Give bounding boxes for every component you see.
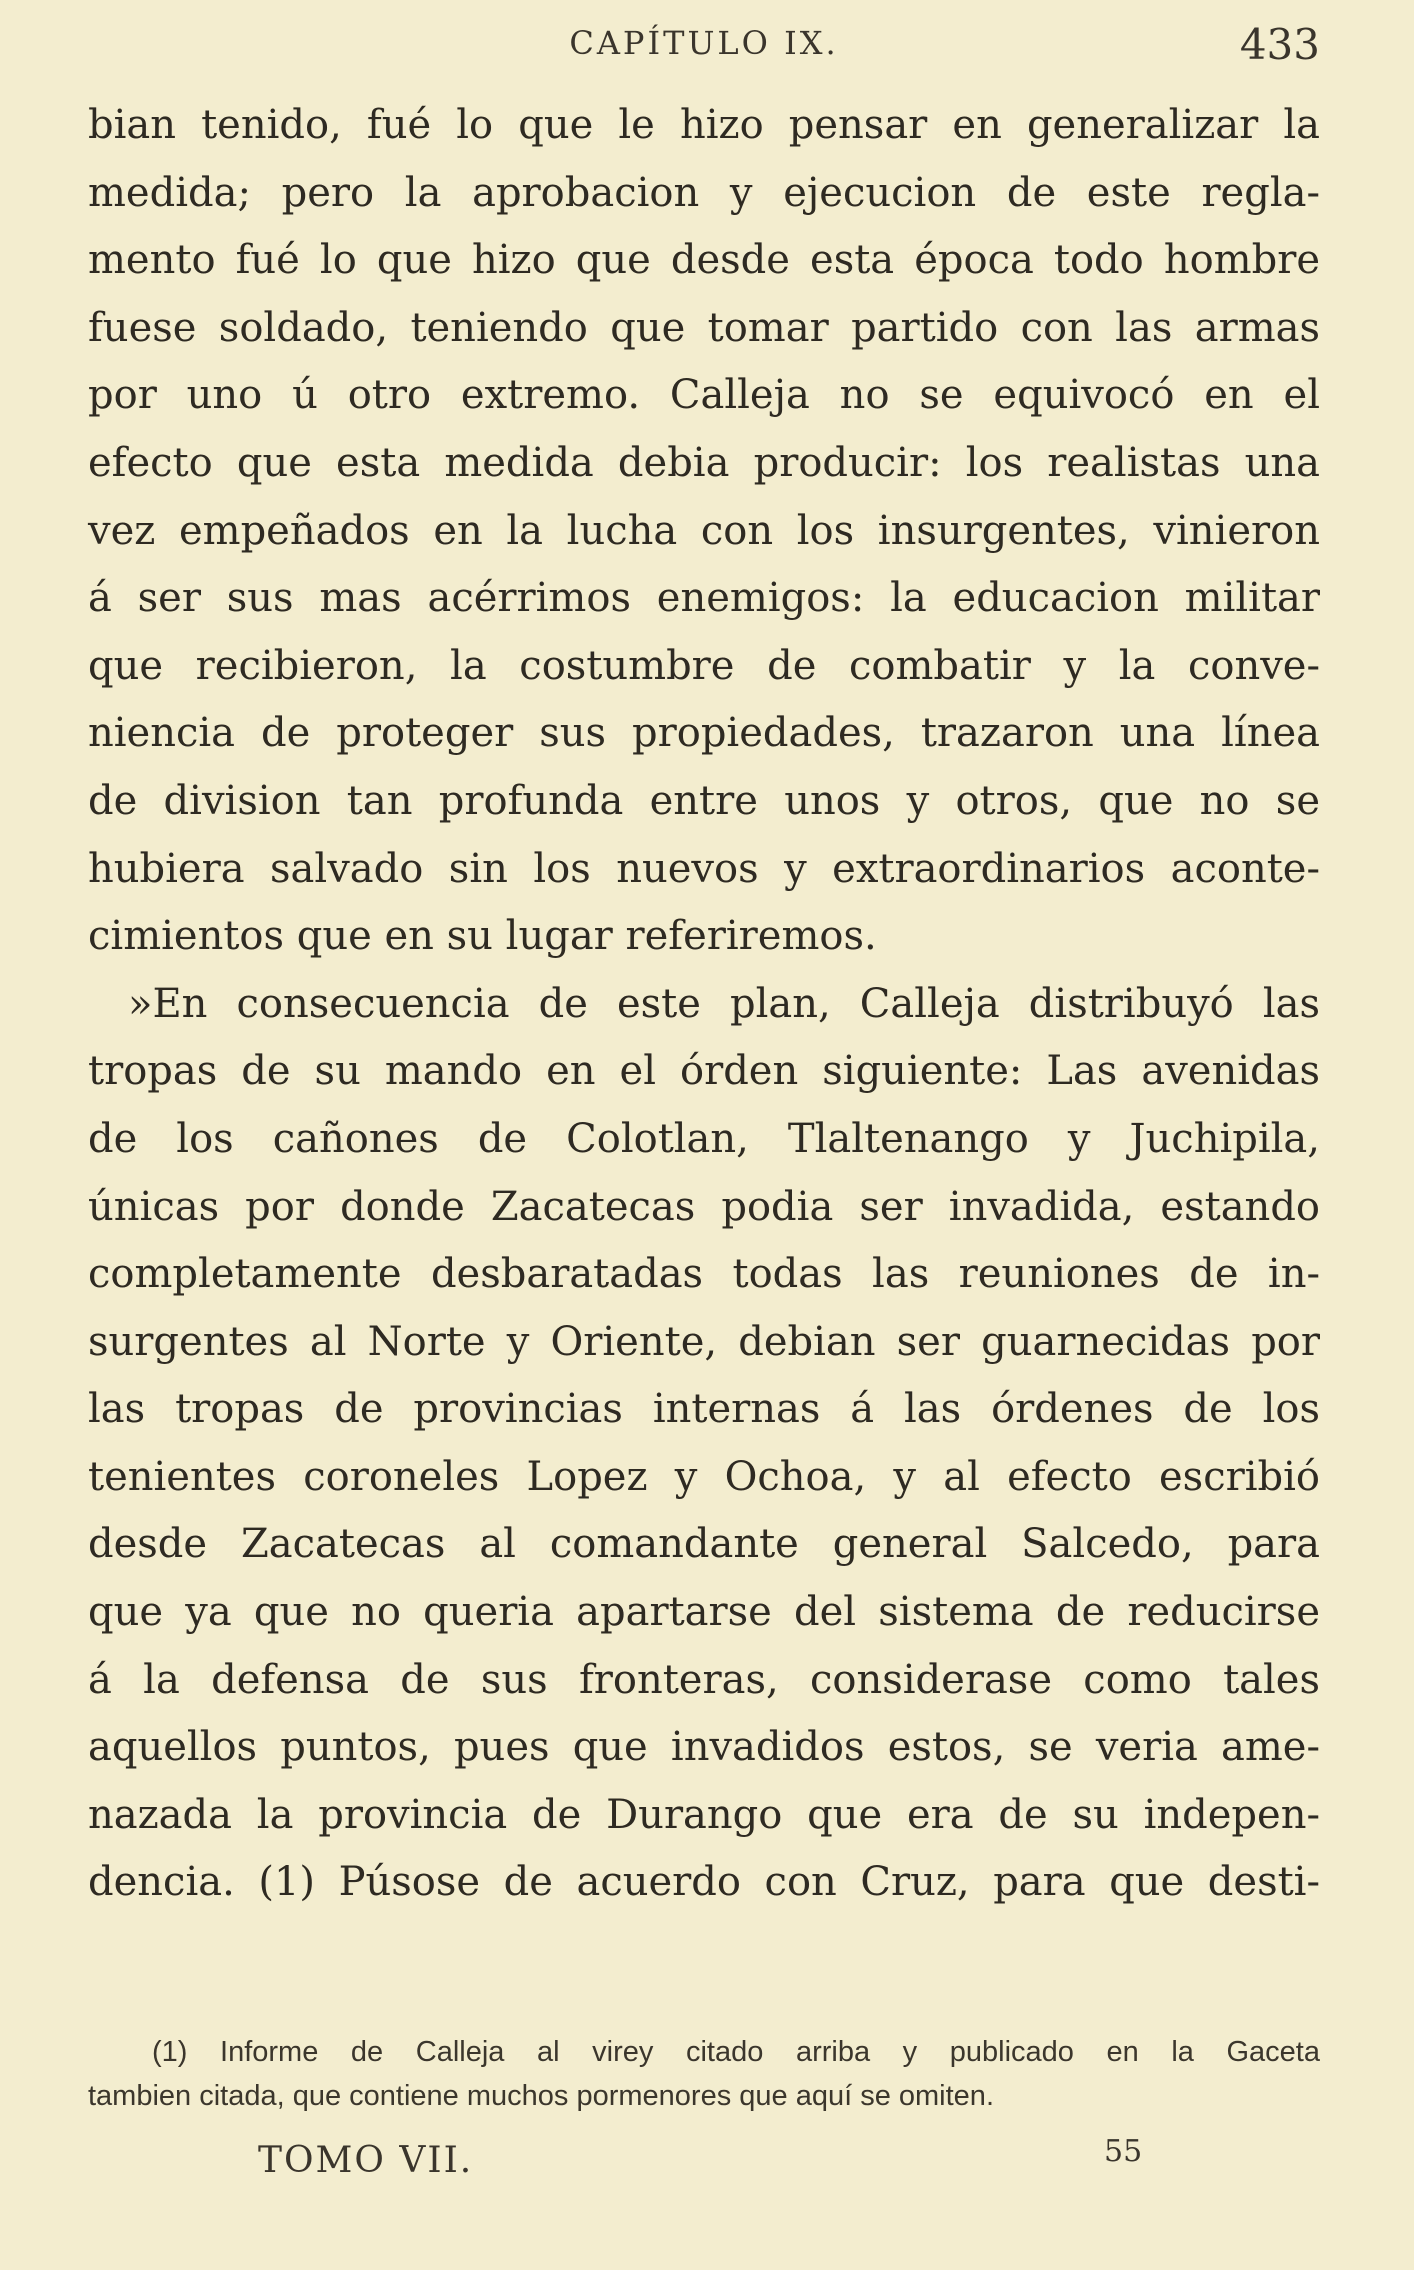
text-line: completamente desbaratadas todas las reuniones de in- <box>88 1251 1320 1298</box>
footnote-line: tambien citada, que contiene muchos pormenores que aquí se omiten. <box>88 2080 994 2112</box>
text-line: nazada la provincia de Durango que era de su indepen- <box>88 1791 1320 1838</box>
page-number: 433 <box>1239 20 1320 69</box>
text-line: »En consecuencia de este plan, Calleja distribuyó las <box>128 980 1320 1027</box>
text-line: de division tan profunda entre unos y otros, que no se <box>88 777 1320 824</box>
footnote-line: (1) Informe de Calleja al virey citado arriba y publicado en la Gaceta <box>152 2036 1320 2068</box>
text-line: de los cañones de Colotlan, Tlaltenango y Juchipila, <box>88 1115 1320 1162</box>
text-line: vez empeñados en la lucha con los insurgentes, vinieron <box>88 507 1320 554</box>
text-line: á ser sus mas acérrimos enemigos: la educacion militar <box>88 575 1320 622</box>
text-line: tenientes coroneles Lopez y Ochoa, y al efecto escribió <box>88 1453 1320 1500</box>
text-line: efecto que esta medida debia producir: los realistas una <box>88 439 1320 486</box>
text-line: por uno ú otro extremo. Calleja no se equivocó en el <box>88 372 1320 419</box>
text-line: desde Zacatecas al comandante general Salcedo, para <box>88 1521 1320 1568</box>
body-text <box>88 92 1320 1917</box>
text-line: á la defensa de sus fronteras, considerase como tales <box>88 1656 1320 1703</box>
text-line: cimientos que en su lugar referiremos. <box>88 913 877 960</box>
signature-number: 55 <box>1104 2134 1143 2169</box>
text-line: niencia de proteger sus propiedades, trazaron una línea <box>88 710 1320 757</box>
text-line: tropas de su mando en el órden siguiente: Las avenidas <box>88 1048 1320 1095</box>
running-head: CAPÍTULO IX. <box>569 24 839 62</box>
text-line: hubiera salvado sin los nuevos y extraordinarios aconte- <box>88 845 1320 892</box>
text-line: bian tenido, fué lo que le hizo pensar en generalizar la <box>88 102 1320 148</box>
text-line: las tropas de provincias internas á las órdenes de los <box>88 1386 1320 1433</box>
signature-mark: TOMO VII. <box>258 2140 474 2181</box>
text-line: medida; pero la aprobacion y ejecucion de este regla- <box>88 169 1320 216</box>
text-line: únicas por donde Zacatecas podia ser invadida, estando <box>88 1183 1320 1230</box>
footnote <box>88 2030 1320 2118</box>
text-line: que recibieron, la costumbre de combatir y la conve- <box>88 642 1320 689</box>
text-line: mento fué lo que hizo que desde esta época todo hombre <box>88 237 1320 284</box>
text-line: dencia. (1) Púsose de acuerdo con Cruz, para que desti- <box>88 1859 1320 1906</box>
text-line: fuese soldado, teniendo que tomar partido con las armas <box>88 304 1320 351</box>
text-line: que ya que no queria apartarse del sistema de reducirse <box>88 1589 1320 1636</box>
text-line: surgentes al Norte y Oriente, debian ser guarnecidas por <box>88 1318 1320 1365</box>
page-header <box>88 20 1320 78</box>
text-line: aquellos puntos, pues que invadidos estos, se veria ame- <box>88 1724 1320 1771</box>
